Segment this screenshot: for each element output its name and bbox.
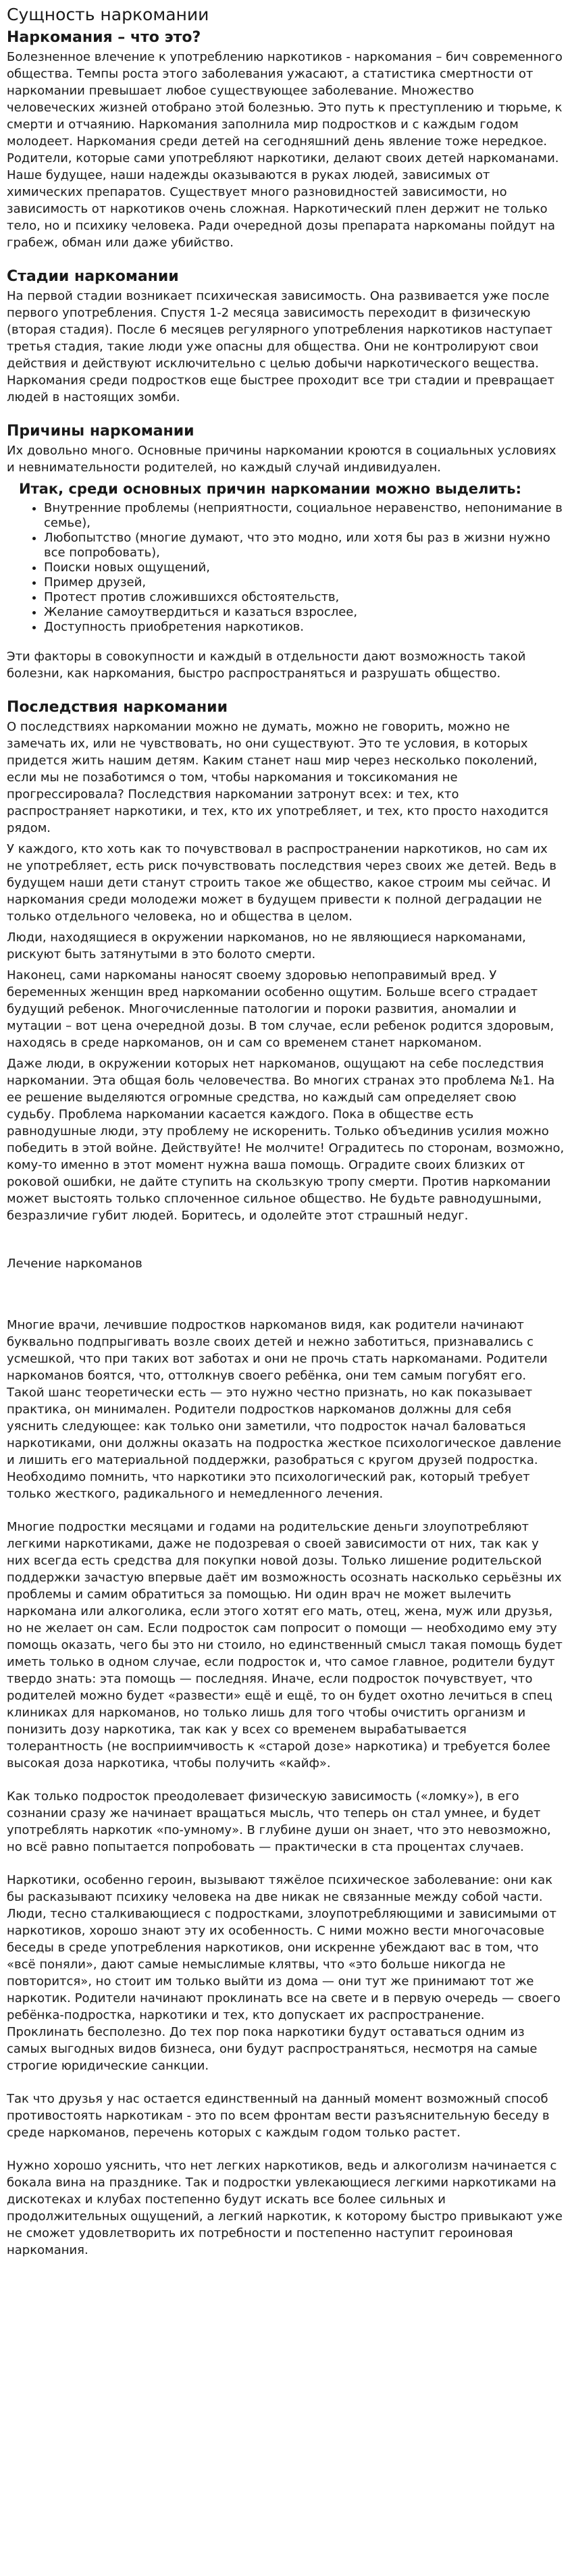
list-item: • Желание самоутвердиться и казаться взрослее,	[44, 605, 565, 620]
section-heading-what-is: Наркомания – что это?	[7, 29, 201, 46]
causes-closing-text: Эти факторы в совокупности и каждый в отдельности дают возможность такой болезни, как наркомания, быстро распространяться и разрушать общество.	[7, 650, 526, 681]
causes-list	[7, 501, 565, 635]
consequences-paragraph: Наконец, сами наркоманы наносят своему здоровью непоправимый вред. У беременных женщин вред наркомании особенно ощутим. Больше всего страдает будущий ребенок. Многочисленные патологии и пороки развития, аномалии и мутации – вот цена очередной дозы. В том случае, если ребенок родится здоровым, находясь в среде наркоманов, он и сам со временем станет наркоманом.	[7, 968, 554, 1050]
page-title: Сущность наркомании	[7, 5, 209, 24]
treatment-paragraph: Нужно хорошо уяснить, что нет легких наркотиков, ведь и алкоголизм начинается с бокала вина на празднике. Так и подростки увлекающиеся легкими наркотиками на дискотеках и клубах постепенно будут искать все более сильных и продолжительных ощущений, а легкий наркотик, к которому быстро привыкают уже не сможет удовлетворить их потребности и постепенно наступит героиновая наркомания.	[7, 2159, 563, 2257]
section-text-causes: Их довольно много. Основные причины наркомании кроются в социальных условиях и невнимательности родителей, но каждый случай индивидуален.	[7, 444, 556, 475]
section-heading-treatment: Лечение наркоманов	[7, 1257, 142, 1271]
treatment-paragraph: Многие подростки месяцами и годами на родительские деньги злоупотребляют легкими наркотиками, даже не подозревая о своей зависимости от них, так как у них всегда есть средства для покупки новой дозы. Только лишение родительской поддержки зачастую впервые даёт им возможность осознать насколько серьёзны их проблемы и самим обратиться за помощью. Ни один врач не может вылечить наркомана или алкоголика, если этого хотят его мать, отец, жена, муж или друзья, но не желает он сам. Если подросток сам попросит о помощи — необходимо ему эту помощь оказать, чего бы это ни стоило, но единственный смысл такая помощь будет иметь только в одном случае, если подросток и, что самое главное, родители будут твердо знать: эта помощь — последняя. Иначе, если подросток почувствует, что родителей можно будет «развести» ещё и ещё, то он будет охотно лечиться в спец клиниках для наркоманов, но только лишь для того чтобы очистить организм и понизить дозу наркотика, так как у всех со временем вырабатывается толерантность (не восприимчивость к «старой дозе» наркотика) и требуется более высокая доза наркотика, чтобы получить «кайф».	[7, 1520, 563, 1770]
treatment-paragraph: Так что друзья у нас остается единственный на данный момент возможный способ противостоять наркотикам - это по всем фронтам вести разъяснительную беседу в среде наркоманов, перечень которых с каждым годом только растет.	[7, 2092, 550, 2140]
list-item: • Поиски новых ощущений,	[44, 560, 565, 575]
section-heading-consequences: Последствия наркомании	[7, 699, 228, 716]
consequences-paragraph: Даже люди, в окружении которых нет наркоманов, ощущают на себе последствия наркомании. Эта общая боль человечества. Во многих странах это проблема №1. На ее решение выделяются огромные средства, но каждый сам определяет свою судьбу. Проблема наркомании касается каждого. Пока в обществе есть равнодушные люди, эту проблему не искоренить. Только объединив усилия можно победить в этой войне. Действуйте! Не молчите! Оградитесь по сторонам, возможно, кому-то именно в этот момент нужна ваша помощь. Оградите своих близких от роковой ошибки, не дайте ступить на скользкую тропу смерти. Против наркомании может выстоять только сплоченное сильное общество. Не будьте равнодушными, безразличие губит людей. Боритесь, и одолейте этот страшный недуг.	[7, 1057, 565, 1223]
list-item: • Протест против сложившихся обстоятельств,	[44, 590, 565, 605]
list-item: • Внутренние проблемы (неприятности, социальное неравенство, непонимание в семье),	[44, 501, 565, 531]
list-item: • Доступность приобретения наркотиков.	[44, 620, 565, 635]
section-text-stages: На первой стадии возникает психическая зависимость. Она развивается уже после первого употребления. Спустя 1-2 месяца зависимость переходит в физическую (вторая стадия). После 6 месяцев регулярного употребления наркотиков наступает третья стадия, такие люди уже опасны для общества. Они не контролируют свои действия и действуют исключительно с целью добычи наркотического вещества. Наркомания среди подростков еще быстрее проходит все три стадии и превращает людей в настоящих зомби.	[7, 289, 554, 404]
treatment-paragraph: Как только подросток преодолевает физическую зависимость («ломку»), в его сознании сразу же начинает вращаться мысль, что теперь он стал умнее, и будет употреблять наркотик «по-умному». В глубине души он знает, что это невозможно, но всё равно попытается попробовать — практически в ста процентах случаев.	[7, 1789, 551, 1854]
causes-subheading: Итак, среди основных причин наркомании можно выделить:	[19, 481, 521, 497]
section-heading-stages: Стадии наркомании	[7, 268, 179, 285]
consequences-paragraph: О последствиях наркомании можно не думать, можно не говорить, можно не замечать их, или не чувствовать, но они существуют. Это те условия, в которых придется жить нашим детям. Каким станет наш мир через несколько поколений, если мы не позаботимся о том, чтобы наркомания и токсикомания не прогрессировала? Последствия наркомании затронут всех: и тех, кто распространяет наркотики, и тех, кто их употребляет, и тех, кто просто находится рядом.	[7, 720, 548, 835]
treatment-paragraph: Многие врачи, лечившие подростков наркоманов видя, как родители начинают буквально подпрыгивать возле своих детей и нежно заботиться, признавались с усмешкой, что при таких вот заботах и они не прочь стать наркоманами. Родители наркоманов боятся, что, оттолкнув своего ребёнка, они тем самым погубят его. Такой шанс теоретически есть — это нужно честно признать, но как показывает практика, он минимален. Родители подростков наркоманов должны для себя уяснить следующее: как только они заметили, что подросток начал баловаться наркотиками, они должны оказать на подростка жесткое психологическое давление и лишить его материальной поддержки, разобраться с кругом друзей подростка. Необходимо помнить, что наркотики это психологический рак, который требует только жесткого, радикального и немедленного лечения.	[7, 1318, 562, 1501]
consequences-paragraph: Люди, находящиеся в окружении наркоманов, но не являющиеся наркоманами, рискуют быть затянутыми в это болото смерти.	[7, 930, 526, 962]
consequences-paragraph: У каждого, кто хоть как то почувствовал в распространении наркотиков, но сам их не употребляет, есть риск почувствовать последствия через своих же детей. Ведь в будущем наши дети станут строить такое же общество, какое строим мы сейчас. И наркомания среди молодежи может в будущем привести к полной деградации не только отдельного человека, но и общества в целом.	[7, 842, 557, 924]
list-item: • Любопытство (многие думают, что это модно, или хотя бы раз в жизни нужно все попробовать),	[44, 531, 565, 560]
list-item: • Пример друзей,	[44, 575, 565, 590]
treatment-paragraph: Наркотики, особенно героин, вызывают тяжёлое психическое заболевание: они как бы расказывают психику человека на две никак не связанные между собой части. Люди, тесно сталкивающиеся с подростками, злоупотребляющими и зависимыми от наркотиков, хорошо знают эту их особенность. С ними можно вести многочасовые беседы в среде употребления наркотиков, они искренне убеждают вас в том, что «всё поняли», дают самые немыслимые клятвы, что «это больше никогда не повторится», но стоит им только выйти из дома — они тут же принимают тот же наркотик. Родители начинают проклинать все на свете и в первую очередь — своего ребёнка-подростка, наркотики и тех, кто допускает их распространение. Проклинать бесполезно. До тех пор пока наркотики будут оставаться одним из самых выгодных видов бизнеса, они будут распространяться, несмотря на самые строгие юридические санкции.	[7, 1873, 561, 2073]
section-text-what-is: Болезненное влечение к употреблению наркотиков - наркомания – бич современного общества. Темпы роста этого заболевания ужасают, а статистика смертности от наркомании превышает любое существующее заболевание. Множество человеческих жизней отобрано этой болезнью. Это путь к преступлению и тюрьме, к смерти и отчаянию. Наркомания заполнила мир подростков и с каждым годом молодеет. Наркомания среди детей на сегодняшний день явление тоже нередкое. Родители, которые сами употребляют наркотики, делают своих детей наркоманами. Наше будущее, наши надежды оказываются в руках людей, зависимых от химических препаратов. Существует много разновидностей зависимости, но зависимость от наркотиков очень сложная. Наркотический плен держит не только тело, но и психику человека. Ради очередной дозы препарата наркоманы пойдут на грабеж, обман или даже убийство.	[7, 50, 563, 250]
section-heading-causes: Причины наркомании	[7, 423, 194, 440]
